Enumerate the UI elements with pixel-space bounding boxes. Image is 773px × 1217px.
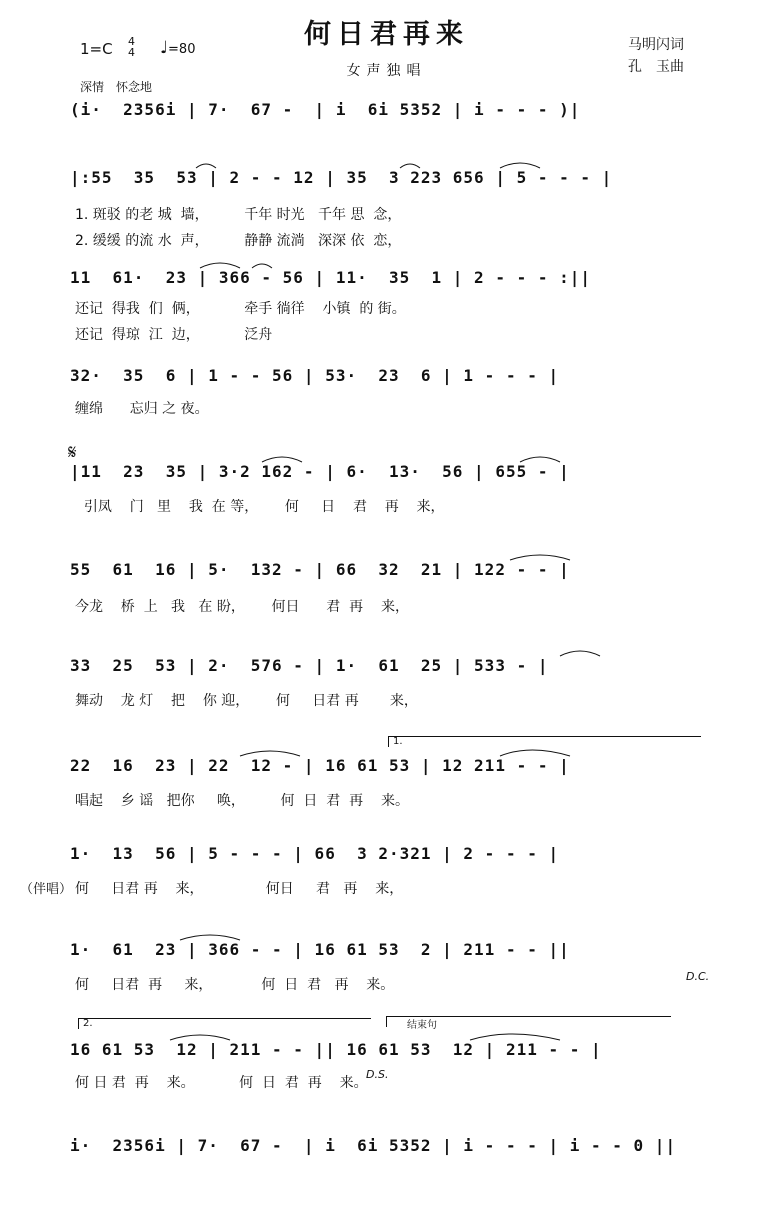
quarter-note-icon: ♩ — [160, 38, 169, 58]
lyric-line-2a: 1. 斑驳 的老 城 墙， 千年 时光 千年 思 念， — [75, 207, 402, 223]
lyric-line-3b: 还记 得琼 江 边， 泛舟 — [75, 327, 273, 343]
notation-line-10: 1· 61 23 | 366 - - | 16 61 53 2 | 211 - - || — [70, 940, 570, 959]
lyric-line-4: 缠绵 忘归 之 夜。 — [75, 401, 209, 417]
notation-line-6: 55 61 16 | 5· 132 - | 66 32 21 | 122 - - | — [70, 560, 570, 579]
lyric-line-5: 引凤 门 里 我 在 等， 何 日 君 再 来， — [75, 499, 445, 515]
time-signature-top: 4 — [128, 35, 135, 48]
segno-sign: 𝄋 — [68, 440, 77, 464]
notation-line-5: |11 23 35 | 3·2 162 - | 6· 13· 56 | 655 - | — [70, 462, 570, 481]
notation-line-11: 16 61 53 12 | 211 - - || 16 61 53 12 | 211 - - | — [70, 1040, 602, 1059]
lyric-line-11: 何 日 君 再 来。 何 日 君 再 来。 — [75, 1075, 368, 1091]
key-signature: 1=C — [80, 40, 113, 58]
notation-line-8: 22 16 23 | 22 12 - | 16 61 53 | 12 211 - - | — [70, 756, 570, 775]
tempo-value: =80 — [168, 42, 196, 57]
notation-line-9: 1· 13 56 | 5 - - - | 66 3 2·321 | 2 - - - | — [70, 844, 560, 863]
dc-marking: D.C. — [686, 970, 710, 983]
song-title: 何日君再来 — [304, 19, 469, 50]
lyricist-credit: 马明闪词 — [628, 37, 684, 53]
coda-bracket: 结束句 — [386, 1016, 671, 1027]
composer-credit: 孔 玉曲 — [628, 59, 684, 75]
lyric-line-10: 何 日君 再 来， 何 日 君 再 来。 — [75, 977, 395, 993]
notation-line-intro: (i· 2356i | 7· 67 - | i 6i 5352 | i - - - )| — [70, 100, 581, 119]
notation-line-2: |:55 35 53 | 2 - - 12 | 35 3 223 656 | 5 - - - | — [70, 168, 613, 187]
time-signature-bottom: 4 — [128, 46, 135, 59]
lyric-line-8: 唱起 乡 谣 把你 唤， 何 日 君 再 来。 — [75, 793, 409, 809]
second-ending-bracket: 2. — [78, 1018, 371, 1029]
lyric-line-3a: 还记 得我 们 俩， 牵手 徜徉 小镇 的 街。 — [75, 301, 406, 317]
lyric-line-2b: 2. 缓缓 的流 水 声， 静静 流淌 深深 依 恋， — [75, 233, 402, 249]
first-ending-bracket: 1. — [388, 736, 701, 747]
ds-marking: D.S. — [366, 1068, 389, 1081]
notation-line-4: 32· 35 6 | 1 - - 56 | 53· 23 6 | 1 - - - | — [70, 366, 560, 385]
time-signature — [128, 36, 135, 58]
song-subtitle: 女声独唱 — [346, 63, 427, 79]
expression-marking: 深情 怀念地 — [80, 80, 153, 94]
lyric-line-9: 何 日君 再 来， 何日 君 再 来， — [75, 881, 404, 897]
notation-line-7: 33 25 53 | 2· 576 - | 1· 61 25 | 533 - | — [70, 656, 549, 675]
lyric-line-6: 今龙 桥 上 我 在 盼， 何日 君 再 来， — [75, 599, 409, 615]
notation-line-3: 11 61· 23 | 366 - 56 | 11· 35 1 | 2 - - - :|| — [70, 268, 592, 287]
lyric-line-7: 舞动 龙 灯 把 你 迎， 何 日君 再 来， — [75, 693, 418, 709]
accompaniment-label: （伴唱） — [20, 882, 73, 897]
tempo-marking — [160, 38, 195, 58]
notation-line-outro: i· 2356i | 7· 67 - | i 6i 5352 | i - - - | i - - 0 || — [70, 1136, 677, 1155]
